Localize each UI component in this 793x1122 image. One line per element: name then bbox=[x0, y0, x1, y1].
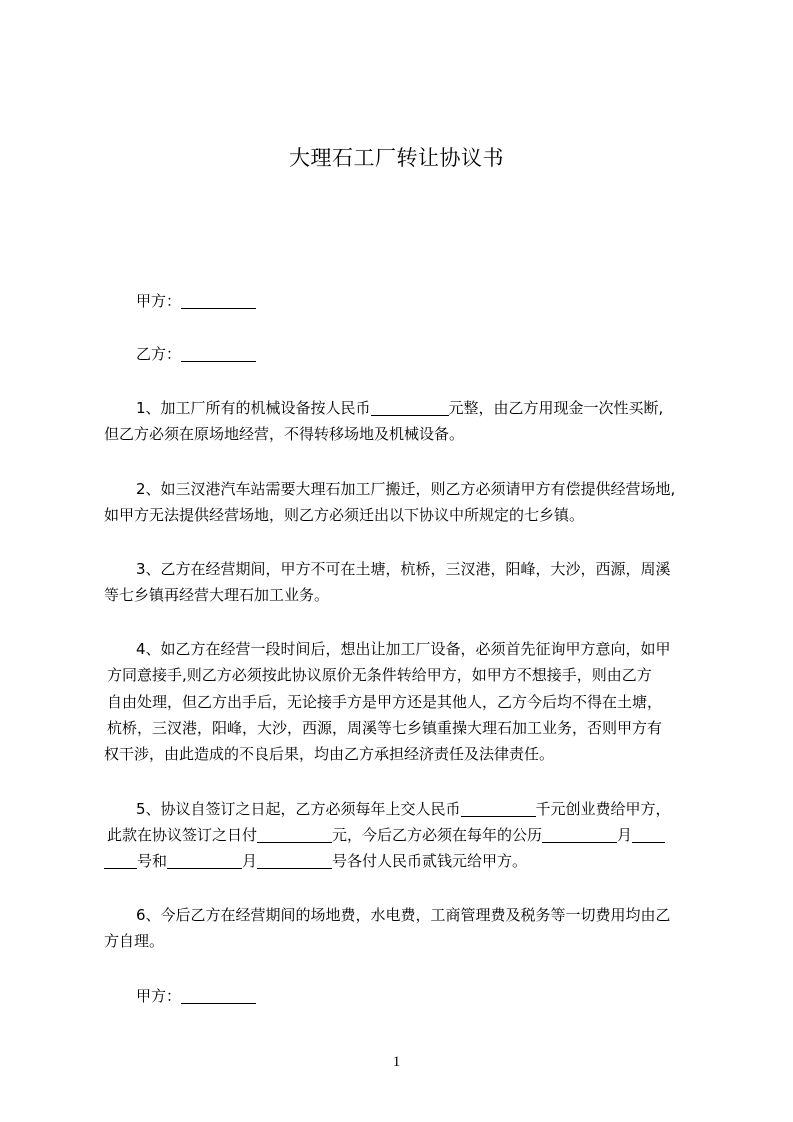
party-a-signature-label: 甲方： bbox=[136, 987, 182, 1005]
clause3-line1: 3、乙方在经营期间，甲方不可在土塘，杭桥，三汊港，阳峰，大沙，西源，周溪 bbox=[136, 560, 671, 578]
clause4-line4: 杭桥，三汊港，阳峰，大沙，西源，周溪等七乡镇重操大理石加工业务，否则甲方有 bbox=[107, 719, 663, 737]
party-b-blank[interactable] bbox=[181, 344, 256, 362]
clause1-line2: 但乙方必须在原场地经营，不得转移场地及机械设备。 bbox=[104, 425, 465, 443]
clause5-line1 bbox=[136, 796, 756, 822]
party-a-signature-blank[interactable] bbox=[181, 986, 256, 1004]
clause4-line2: 方同意接手,则乙方必须按此协议原价无条件转给甲方，如甲方不想接手，则由乙方 bbox=[107, 666, 652, 684]
clause5-month2-blank[interactable] bbox=[167, 851, 242, 869]
party-b-label: 乙方： bbox=[136, 345, 182, 363]
clause4-line5: 权干涉，由此造成的不良后果，均由乙方承担经济责任及法律责任。 bbox=[104, 745, 555, 763]
clause1-text-b: 元整，由乙方用现金一次性买断, bbox=[448, 399, 664, 417]
party-a-line bbox=[136, 288, 756, 314]
clause5-text-e: 月 bbox=[617, 826, 633, 844]
clause5-text-f: 号和 bbox=[137, 852, 168, 870]
clause6-line2: 方自理。 bbox=[104, 932, 165, 950]
clause2-line2: 如甲方无法提供经营场地，则乙方必须迁出以下协议中所规定的七乡镇。 bbox=[104, 506, 585, 524]
clause5-text-a: 5、协议自签订之日起，乙方必须每年上交人民币 bbox=[136, 800, 461, 818]
clause2-line1: 2、如三汊港汽车站需要大理石加工厂搬迁，则乙方必须请甲方有偿提供经营场地, bbox=[136, 480, 676, 498]
clause5-annual-blank[interactable] bbox=[461, 799, 536, 817]
clause1-line1 bbox=[136, 395, 756, 421]
party-b-line bbox=[136, 341, 756, 367]
clause5-initial-blank[interactable] bbox=[257, 825, 332, 843]
clause4-line1: 4、如乙方在经营一段时间后，想出让加工厂设备，必须首先征询甲方意向，如甲 bbox=[136, 640, 671, 658]
clause5-month1-blank[interactable] bbox=[542, 825, 617, 843]
clause5-line3 bbox=[104, 848, 724, 874]
clause5-text-d: 元，今后乙方必须在每年的公历 bbox=[332, 826, 543, 844]
clause5-text-h: 号各付人民币贰钱元给甲方。 bbox=[332, 852, 528, 870]
clause5-text-b: 千元创业费给甲方， bbox=[535, 800, 671, 818]
clause3-line2: 等七乡镇再经营大理石加工业务。 bbox=[104, 586, 330, 604]
clause4-line3: 自由处理，但乙方出手后，无论接手方是甲方还是其他人，乙方今后均不得在土塘， bbox=[107, 693, 663, 711]
clause5-day2-blank[interactable] bbox=[257, 851, 332, 869]
clause6-line1: 6、今后乙方在经营期间的场地费，水电费，工商管理费及税务等一切费用均由乙 bbox=[136, 906, 671, 924]
clause5-line2 bbox=[107, 822, 727, 848]
party-a-blank[interactable] bbox=[181, 291, 256, 309]
party-a-label: 甲方： bbox=[136, 292, 182, 310]
document-title: 大理石工厂转让协议书 bbox=[289, 146, 504, 170]
clause5-text-g: 月 bbox=[242, 852, 258, 870]
page-number: 1 bbox=[392, 1054, 401, 1070]
clause5-text-c: 此款在协议签订之日付 bbox=[107, 826, 258, 844]
party-a-signature-line bbox=[136, 983, 756, 1009]
clause5-day1-blank-a[interactable] bbox=[632, 825, 665, 843]
clause1-text-a: 1、加工厂所有的机械设备按人民币 bbox=[136, 399, 371, 417]
clause1-amount-blank[interactable] bbox=[371, 398, 449, 416]
clause5-day1-blank-b[interactable] bbox=[104, 851, 137, 869]
